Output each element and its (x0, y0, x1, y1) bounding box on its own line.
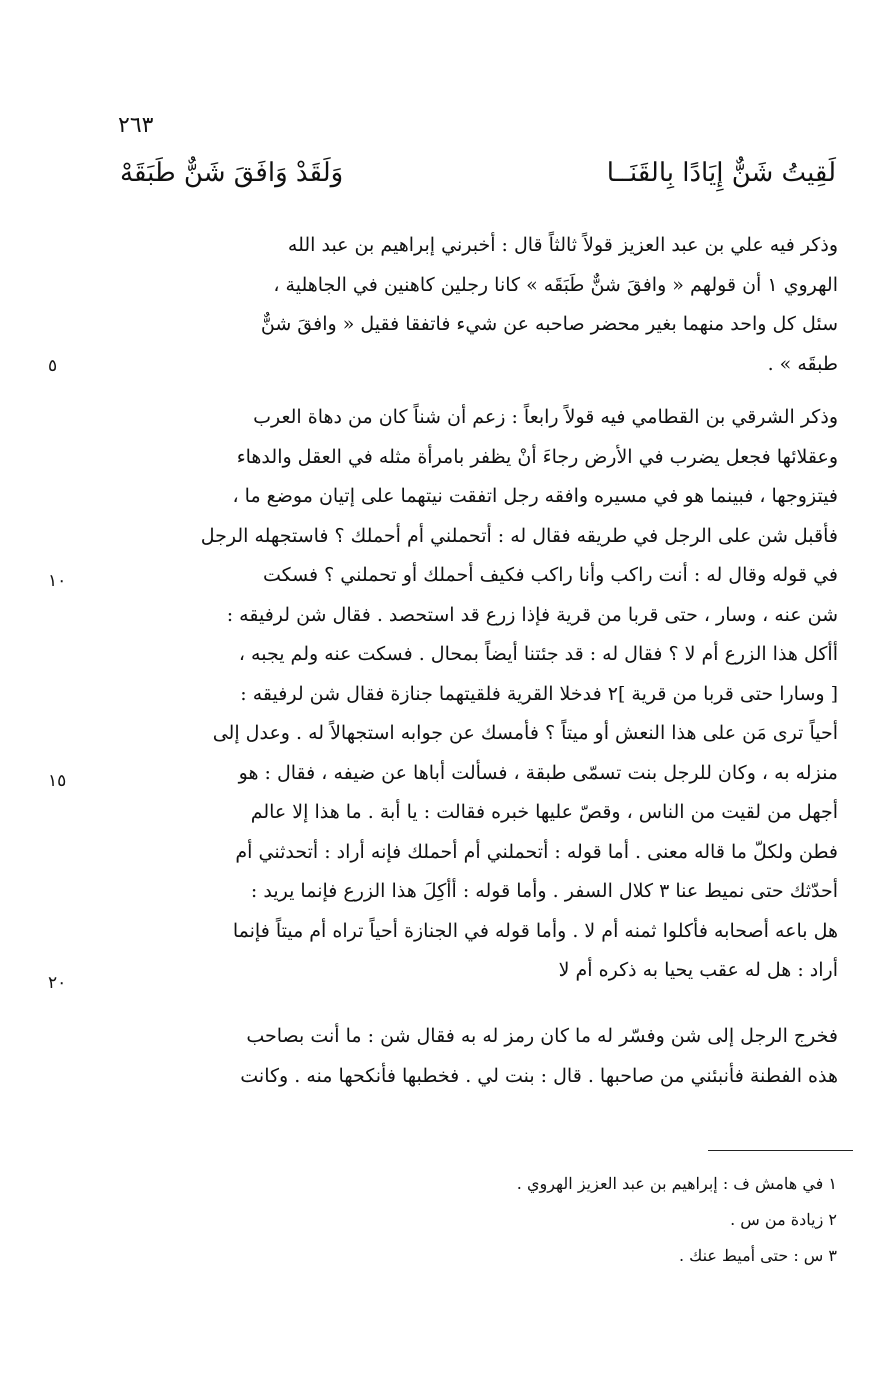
footnote-item: ٢ زيادة من س . (730, 1210, 837, 1229)
text-line: هذه الفطنة فأنبئني من صاحبها . قال : بنت لي . فخطبها فأنكحها منه . وكانت (240, 1064, 838, 1087)
text-line: أأكل هذا الزرع أم لا ؟ فقال له : قد جئتنا أيضاً بمحال . فسكت عنه ولم يجبه ، (238, 643, 838, 665)
poetry-verse (120, 158, 836, 198)
line-number-marker: ٢٠ (48, 973, 67, 993)
footnote-item: ١ في هامش ف : إبراهيم بن عبد العزيز الهروي . (516, 1174, 837, 1193)
text-line: أحياً ترى مَن على هذا النعش أو ميتاً ؟ فأمسك عن جوابه استجهالاً له . وعدل إلى (212, 722, 838, 744)
text-line: هل باعه أصحابه فأكلوا ثمنه أم لا . وأما قوله في الجنازة أحياً تراه أم ميتاً فإنما (232, 919, 838, 942)
footnotes (317, 1166, 837, 1274)
text-line: فخرج الرجل إلى شن وفسّر له ما كان رمز له به فقال شن : ما أنت بصاحب (246, 1025, 838, 1047)
text-line: الهروي ١ أن قولهم « وافقَ شنٌّ طَبَقَه » كانا رجلين كاهنين في الجاهلية ، (273, 273, 838, 296)
verse-first-hemistich: لَقِيتُ شَنٌّ إِيَادًا بِالقَنَــا (606, 158, 836, 188)
footnote-divider (708, 1150, 853, 1151)
verse-second-hemistich: وَلَقَدْ وَافَقَ شَنٌّ طَبَقَهْ (120, 158, 344, 188)
text-line: فيتزوجها ، فبينما هو في مسيره وافقه رجل اتفقت نيتهما على إتيان موضع ما ، (232, 485, 838, 507)
line-number-marker: ١٠ (48, 571, 67, 591)
line-number-marker: ١٥ (48, 771, 67, 791)
text-line: أراد : هل له عقب يحيا به ذكره أم لا (558, 959, 838, 981)
footnote-item: ٣ س : حتى أميط عنك . (678, 1246, 837, 1265)
paragraph-conclusion (120, 1017, 838, 1096)
text-line: في قوله وقال له : أنت راكب وأنا راكب فكيف أحملك أو تحملني ؟ فسكت (262, 564, 838, 586)
text-line: فطن ولكلّ ما قاله معنى . أما قوله : أتحملني أم أحملك فإنه أراد : أتحدثني أم (235, 840, 838, 863)
text-line: سئل كل واحد منهما بغير محضر صاحبه عن شيء فاتفقا فقيل « وافقَ شنٌّ (260, 313, 838, 335)
text-line: أجهل من لقيت من الناس ، وقصّ عليها خبره فقالت : يا أبة . ما هذا إلا عالم (250, 801, 838, 823)
text-line: وعقلائها فجعل يضرب في الأرض رجاءَ أنْ يظفر بامرأة مثله في العقل والدهاء (236, 445, 838, 468)
page-number: ٢٦٣ (118, 113, 154, 138)
text-line: شن عنه ، وسار ، حتى قربا من قرية فإذا زرع قد استحصد . فقال شن لرفيقه : (226, 603, 838, 626)
text-line: أحدّثك حتى نميط عنا ٣ كلال السفر . وأما قوله : أأكِلَ هذا الزرع فإنما يريد : (250, 880, 838, 902)
paragraph-fourth-saying (120, 398, 838, 991)
text-line: منزله به ، وكان للرجل بنت تسمّى طبقة ، فسألت أباها عن ضيفه ، فقال : هو (238, 761, 838, 784)
line-number-marker: ٥ (48, 356, 58, 376)
text-line: طبقَه » . (767, 352, 838, 375)
text-line: وذكر فيه علي بن عبد العزيز قولاً ثالثاً قال : أخبرني إبراهيم بن عبد الله (287, 234, 838, 256)
text-line: فأقبل شن على الرجل في طريقه فقال له : أتحملني أم أحملك ؟ فاستجهله الرجل (200, 524, 838, 547)
text-line: [ وسارا حتى قربا من قرية ]٢ فدخلا القرية فلقيتهما جنازة فقال شن لرفيقه : (240, 682, 838, 705)
text-line: وذكر الشرقي بن القطامي فيه قولاً رابعاً : زعم أن شناً كان من دهاة العرب (253, 406, 838, 428)
paragraph-third-saying (120, 226, 838, 384)
